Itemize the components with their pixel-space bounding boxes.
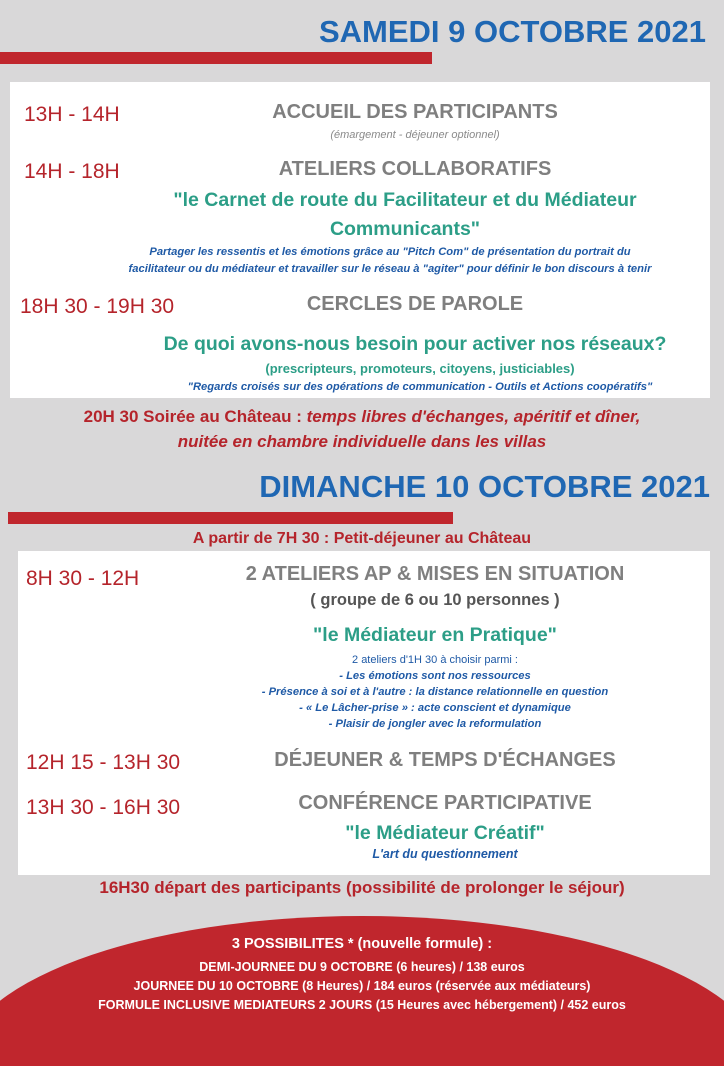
evening-time: 20H 30 Soirée au Château : [83, 407, 302, 426]
day1-title: SAMEDI 9 OCTOBRE 2021 [318, 14, 706, 49]
workshop-option: - Les émotions sont nos ressources [339, 670, 531, 682]
evening-line-2: nuitée en chambre individuelle dans les villas [177, 432, 547, 451]
breakfast-line: A partir de 7H 30 : Petit-déjeuner au Château [192, 530, 532, 547]
circle-desc: "Regards croisés sur des opérations de communication - Outils et Actions coopératifs" [187, 381, 653, 393]
workshop-title-line1: "le Carnet de route du Facilitateur et du Médiateur [173, 189, 637, 211]
workshop-intro: 2 ateliers d'1H 30 à choisir parmi : [352, 654, 518, 666]
workshop-desc-line2: facilitateur ou du médiateur et travailler sur le réseau à "agiter" pour définir le bon discours à tenir [128, 263, 652, 275]
workshop-option: - « Le Lâcher-prise » : acte conscient et dynamique [299, 702, 571, 714]
session-heading: ACCUEIL DES PARTICIPANTS [272, 101, 558, 123]
session-heading: DÉJEUNER & TEMPS D'ÉCHANGES [274, 749, 616, 771]
departure-line: 16H30 départ des participants (possibilité de prolonger le séjour) [99, 878, 625, 897]
time-slot: 13H - 14H [24, 103, 120, 126]
day2-red-bar [8, 512, 453, 524]
workshop-title-line2: Communicants" [329, 218, 481, 240]
time-slot: 14H - 18H [24, 160, 120, 183]
workshop-option: - Plaisir de jongler avec la reformulation [328, 718, 542, 730]
session-heading: ATELIERS COLLABORATIFS [278, 158, 552, 180]
evening-line-1 [0, 407, 724, 427]
workshop-title: "le Médiateur en Pratique" [313, 624, 557, 646]
conference-title: "le Médiateur Créatif" [345, 822, 545, 844]
day1-red-bar [0, 52, 432, 64]
session-subheading: ( groupe de 6 ou 10 personnes ) [310, 591, 560, 609]
conference-desc: L'art du questionnement [372, 847, 518, 861]
time-slot: 12H 15 - 13H 30 [26, 751, 181, 774]
pricing-line: DEMI-JOURNEE DU 9 OCTOBRE (6 heures) / 138 euros [199, 960, 525, 974]
workshop-desc-line1: Partager les ressentis et les émotions grâce au "Pitch Com" de présentation du portrait du [149, 246, 631, 258]
workshop-option: - Présence à soi et à l'autre : la distance relationnelle en question [261, 686, 609, 698]
circle-title: De quoi avons-nous besoin pour activer nos réseaux? [163, 333, 667, 355]
pricing-title: 3 POSSIBILITES * (nouvelle formule) : [231, 936, 493, 952]
session-heading: CERCLES DE PAROLE [306, 293, 524, 315]
session-note: (émargement - déjeuner optionnel) [330, 129, 500, 141]
session-heading: CONFÉRENCE PARTICIPATIVE [298, 792, 592, 814]
pricing-line: FORMULE INCLUSIVE MEDIATEURS 2 JOURS (15 Heures avec hébergement) / 452 euros [98, 998, 626, 1012]
circle-subtitle: (prescripteurs, promoteurs, citoyens, justiciables) [265, 361, 575, 376]
time-slot: 18H 30 - 19H 30 [20, 295, 175, 318]
time-slot: 13H 30 - 16H 30 [26, 796, 181, 819]
pricing-line: JOURNEE DU 10 OCTOBRE (8 Heures) / 184 euros (réservée aux médiateurs) [133, 979, 591, 993]
day2-title: DIMANCHE 10 OCTOBRE 2021 [259, 469, 710, 504]
time-slot: 8H 30 - 12H [26, 567, 140, 590]
session-heading: 2 ATELIERS AP & MISES EN SITUATION [245, 563, 625, 585]
evening-activities: temps libres d'échanges, apéritif et dîner, [301, 407, 641, 426]
